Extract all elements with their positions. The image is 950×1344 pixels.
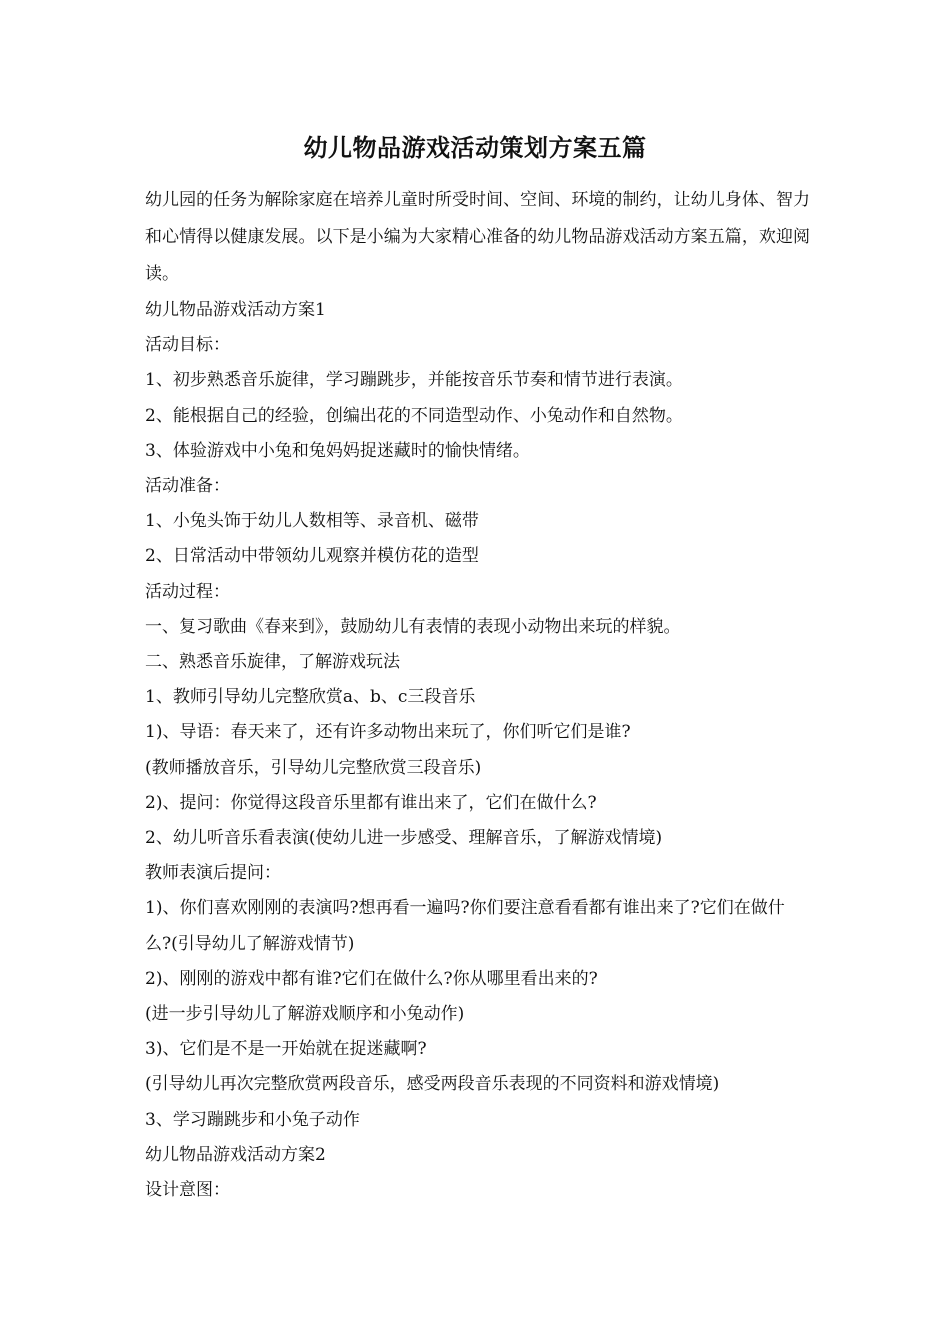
paragraph: 设计意图： [145,1180,230,1201]
paragraph: 1、小兔头饰于幼儿人数相等、录音机、磁带 [145,511,479,532]
paragraph: 教师表演后提问： [145,863,281,884]
paragraph: 1、初步熟悉音乐旋律，学习蹦跳步，并能按音乐节奏和情节进行表演。 [145,370,683,391]
document-body [145,182,810,1208]
section-heading: 幼儿物品游戏活动方案2 [145,1144,326,1165]
paragraph: 1)、你们喜欢刚刚的表演吗?想再看一遍吗?你们要注意看看都有谁出来了?它们在做什么?(引导幼儿了解游戏情节) [145,898,785,954]
document-title: 幼儿物品游戏活动策划方案五篇 [303,133,647,162]
paragraph: 活动准备： [145,476,230,497]
paragraph: (引导幼儿再次完整欣赏两段音乐，感受两段音乐表现的不同资料和游戏情境) [145,1074,720,1095]
paragraph: 3、学习蹦跳步和小兔子动作 [145,1109,360,1130]
paragraph: 活动目标： [145,335,230,356]
paragraph: 二、熟悉音乐旋律，了解游戏玩法 [145,652,400,673]
paragraph: 1、教师引导幼儿完整欣赏a、b、c三段音乐 [145,687,476,708]
paragraph: 活动过程： [145,581,230,602]
paragraph: 2)、刚刚的游戏中都有谁?它们在做什么?你从哪里看出来的? [145,968,598,989]
paragraph: 2、能根据自己的经验，创编出花的不同造型动作、小兔动作和自然物。 [145,405,683,426]
paragraph: 3)、它们是不是一开始就在捉迷藏啊? [145,1039,427,1060]
paragraph: (教师播放音乐，引导幼儿完整欣赏三段音乐) [145,757,482,778]
section-heading: 幼儿物品游戏活动方案1 [145,300,326,320]
paragraph: 1)、导语：春天来了，还有许多动物出来玩了，你们听它们是谁? [145,722,631,743]
paragraph: (进一步引导幼儿了解游戏顺序和小兔动作) [145,1004,465,1025]
intro-paragraph: 幼儿园的任务为解除家庭在培养儿童时所受时间、空间、环境的制约，让幼儿身体、智力和心情得以健康发展。以下是小编为大家精心准备的幼儿物品游戏活动方案五篇，欢迎阅读。 [145,190,810,284]
paragraph: 2)、提问：你觉得这段音乐里都有谁出来了，它们在做什么? [145,792,597,813]
paragraph: 2、幼儿听音乐看表演(使幼儿进一步感受、理解音乐，了解游戏情境) [145,828,663,849]
paragraph: 一、复习歌曲《春来到》，鼓励幼儿有表情的表现小动物出来玩的样貌。 [145,616,681,637]
paragraph: 2、日常活动中带领幼儿观察并模仿花的造型 [145,546,479,567]
paragraph: 3、体验游戏中小兔和兔妈妈捉迷藏时的愉快情绪。 [145,440,530,461]
